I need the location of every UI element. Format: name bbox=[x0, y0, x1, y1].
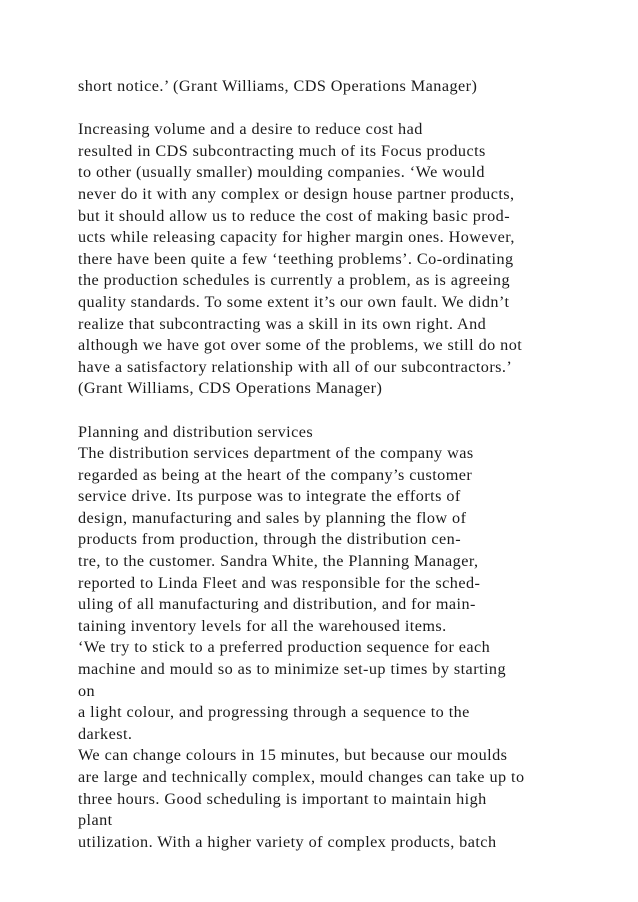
text-line: to other (usually smaller) moulding companies. ‘We would bbox=[78, 163, 485, 182]
text-line: The distribution services department of the company was bbox=[78, 444, 474, 463]
text-line: a light colour, and progressing through a sequence to the bbox=[78, 703, 470, 722]
text-line: but it should allow us to reduce the cost of making basic prod- bbox=[78, 206, 511, 225]
text-line: utilization. With a higher variety of complex products, batch bbox=[78, 832, 497, 851]
text-line: We can change colours in 15 minutes, but because our moulds bbox=[78, 746, 508, 765]
text-line: never do it with any complex or design house partner products, bbox=[78, 184, 515, 203]
text-line: (Grant Williams, CDS Operations Manager) bbox=[78, 379, 383, 398]
text-line: on bbox=[78, 681, 96, 700]
text-line: there have been quite a few ‘teething problems’. Co-ordinating bbox=[78, 249, 514, 268]
text-line: taining inventory levels for all the warehoused items. bbox=[78, 616, 447, 635]
text-line: the production schedules is currently a problem, as is agreeing bbox=[78, 271, 511, 290]
text-line: are large and technically complex, mould changes can take up to bbox=[78, 768, 525, 786]
text-line: darkest. bbox=[78, 724, 133, 743]
text-line: regarded as being at the heart of the company’s customer bbox=[78, 465, 473, 484]
text-line: plant bbox=[78, 811, 113, 830]
text-line: uling of all manufacturing and distribution, and for main- bbox=[78, 595, 476, 614]
text-line: products from production, through the distribution cen- bbox=[78, 530, 462, 549]
document-text bbox=[78, 76, 628, 853]
text-line: although we have got over some of the problems, we still do not bbox=[78, 336, 523, 355]
text-line: design, manufacturing and sales by planning the flow of bbox=[78, 508, 467, 527]
text-line: realize that subcontracting was a skill in its own right. And bbox=[78, 314, 487, 333]
text-line: reported to Linda Fleet and was responsible for the sched- bbox=[78, 573, 481, 592]
paragraph-gap bbox=[78, 98, 628, 120]
text-line: three hours. Good scheduling is important to maintain high bbox=[78, 789, 487, 808]
text-line: ucts while releasing capacity for higher margin ones. However, bbox=[78, 228, 515, 247]
text-line: resulted in CDS subcontracting much of its Focus products bbox=[78, 141, 486, 160]
text-line: have a satisfactory relationship with all of our subcontractors.’ bbox=[78, 357, 513, 376]
text-line: Increasing volume and a desire to reduce cost had bbox=[78, 120, 423, 139]
text-line: quality standards. To some extent it’s our own fault. We didn’t bbox=[78, 292, 510, 311]
section-heading: Planning and distribution services bbox=[78, 422, 314, 441]
text-line: service drive. Its purpose was to integrate the efforts of bbox=[78, 487, 461, 506]
paragraph-gap bbox=[78, 400, 628, 422]
text-line: ‘We try to stick to a preferred production sequence for each bbox=[78, 638, 491, 657]
text-line: short notice.’ (Grant Williams, CDS Operations Manager) bbox=[78, 77, 478, 95]
text-line: machine and mould so as to minimize set-up times by starting bbox=[78, 660, 507, 679]
text-line: tre, to the customer. Sandra White, the Planning Manager, bbox=[78, 552, 479, 571]
